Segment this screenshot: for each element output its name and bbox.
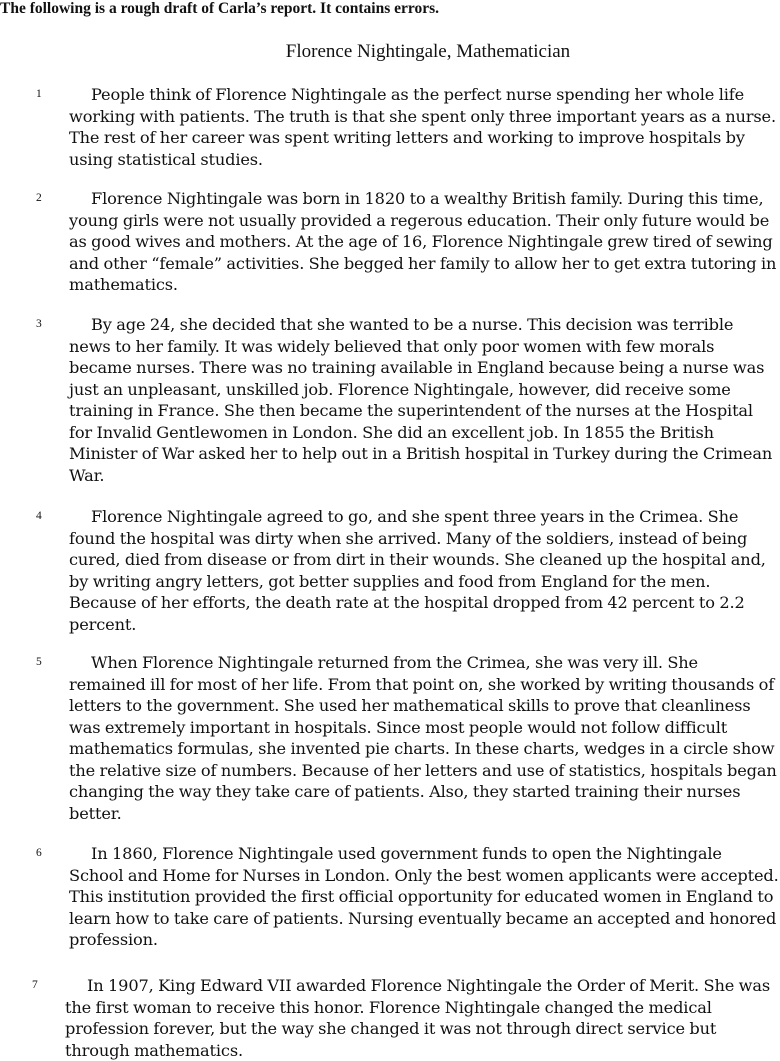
paragraph-number: 3 <box>36 318 42 330</box>
paragraph-number: 6 <box>36 847 42 859</box>
paragraph-number: 1 <box>36 88 42 100</box>
paragraph-number: 7 <box>32 979 38 991</box>
paragraph-number: 4 <box>36 510 42 522</box>
paragraph-text: People think of Florence Nightingale as the perfect nurse spending her whole life working with patients. The truth is that she spent only three important years as a nurse. The rest of her career was spent writing letters and working to improve hospitals by using statistical studies. <box>69 85 776 169</box>
paragraph-number: 5 <box>36 656 42 668</box>
paragraph-text: In 1907, King Edward VII awarded Florence Nightingale the Order of Merit. She was the first woman to receive this honor. Florence Nightingale changed the medical profession forever, but the way she changed it was not through direct service but through mathematics. <box>65 976 771 1060</box>
paragraph-text: Florence Nightingale agreed to go, and she spent three years in the Crimea. She found the hospital was dirty when she arrived. Many of the soldiers, instead of being cured, died from disease or from dirt in their wounds. She cleaned up the hospital and, by writing angry letters, got better supplies and food from England for the men. Because of her efforts, the death rate at the hospital dropped from 42 percent to 2.2 percent. <box>69 507 766 634</box>
paragraph-text: When Florence Nightingale returned from the Crimea, she was very ill. She remained ill for most of her life. From that point on, she worked by writing thousands of letters to the government. She used her mathematical skills to prove that cleanliness was extremely important in hospitals. Since most people would not follow difficult mathematics formulas, she invented pie charts. In these charts, wedges in a circle show the relative size of numbers. Because of her letters and use of statistics, hospitals began changing the way they take care of patients. Also, they started training their nurses better. <box>69 653 777 823</box>
paragraph-text: Florence Nightingale was born in 1820 to a wealthy British family. During this time, young girls were not usually provided a regerous education. Their only future would be as good wives and mothers. At the age of 16, Florence Nightingale grew tired of sewing and other “female” activities. She begged her family to allow her to get extra tutoring in mathematics. <box>69 189 777 294</box>
paragraph-number: 2 <box>36 192 42 204</box>
paragraph-text: In 1860, Florence Nightingale used government funds to open the Nightingale School and Home for Nurses in London. Only the best women applicants were accepted. This institution provided the first official opportunity for educated women in England to learn how to take care of patients. Nursing eventually became an accepted and honored profession. <box>69 844 779 949</box>
intro-note: The following is a rough draft of Carla’s report. It contains errors. <box>0 0 439 17</box>
report-title: Florence Nightingale, Mathematician <box>285 41 571 62</box>
paragraph-text: By age 24, she decided that she wanted to be a nurse. This decision was terrible news to her family. It was widely believed that only poor women with few morals became nurses. There was no training available in England because being a nurse was just an unpleasant, unskilled job. Florence Nightingale, however, did receive some training in France. She then became the superintendent of the nurses at the Hospital for Invalid Gentlewomen in London. She did an excellent job. In 1855 the British Minister of War asked her to help out in a British hospital in Turkey during the Crimean War. <box>69 315 773 485</box>
